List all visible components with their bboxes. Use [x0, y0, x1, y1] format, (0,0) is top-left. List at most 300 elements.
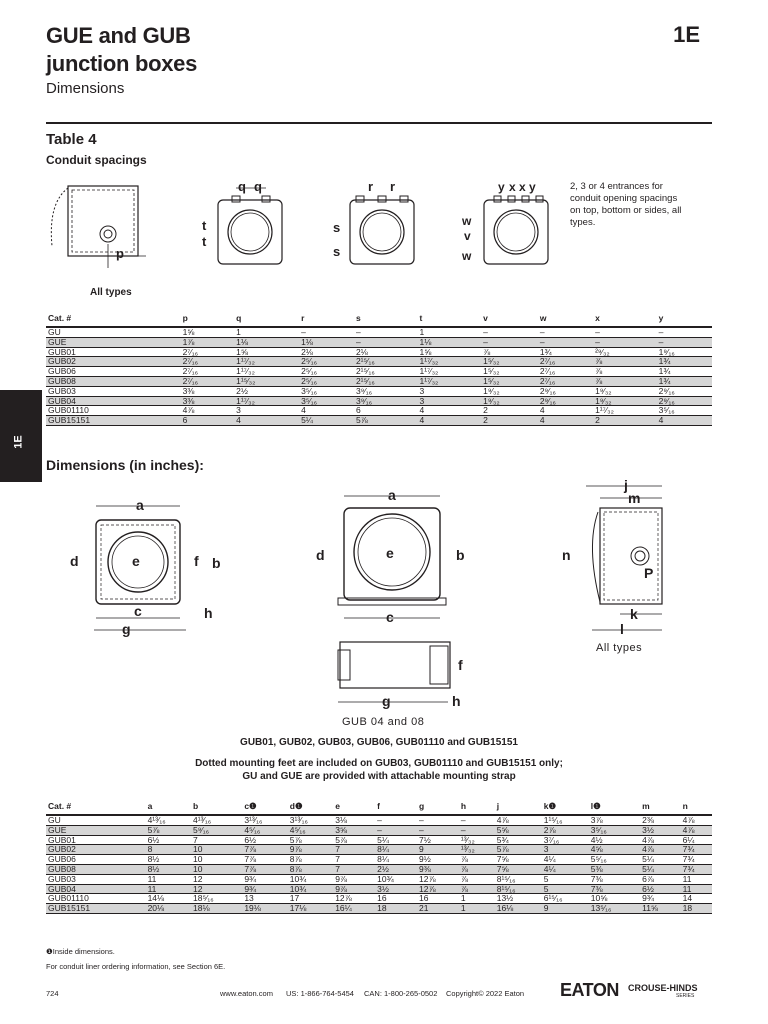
column-header: v: [481, 310, 538, 327]
table-cell: 5⅞: [146, 825, 191, 835]
table-cell: 18⅛: [191, 904, 242, 914]
footnote-inside-dimensions: [46, 947, 115, 956]
table-row: [46, 386, 712, 396]
table-row: [46, 347, 712, 357]
table-cell: 4⅞: [640, 835, 681, 845]
table-cell: 9: [542, 904, 589, 914]
table-cell: 10¾: [288, 884, 333, 894]
table-cell: –: [593, 327, 657, 337]
table-cell: 2: [481, 406, 538, 416]
header-rule: [46, 122, 712, 124]
table-cell: GUB04: [46, 396, 181, 406]
table-row: [46, 376, 712, 386]
table-cell: ⅞: [459, 864, 495, 874]
dim-label-y-2: y: [529, 180, 536, 194]
table-cell: 2: [481, 416, 538, 426]
table-cell: 3½: [375, 884, 417, 894]
column-header: q: [234, 310, 299, 327]
conduit-spacing-xy-figure: [458, 178, 558, 278]
dim-label-t-1: t: [202, 218, 207, 233]
table-cell: ⅞: [481, 347, 538, 357]
table-cell: –: [299, 327, 354, 337]
table-cell: 3⅜: [181, 396, 235, 406]
table-cell: 8¹⁵⁄₁₆: [495, 884, 542, 894]
side-view-figure: [556, 476, 686, 646]
table-cell: 6: [354, 406, 418, 416]
footer-website[interactable]: www.eaton.com: [220, 989, 273, 998]
eaton-logo: [560, 980, 700, 1002]
column-header: f: [375, 798, 417, 815]
table-cell: 10: [191, 845, 242, 855]
section-side-tab: [0, 390, 42, 482]
column-header: x: [593, 310, 657, 327]
table-cell: –: [657, 337, 712, 347]
table-cell: 3⅞: [589, 815, 640, 825]
table-cell: 2⁷⁄₁₆: [181, 376, 235, 386]
table-cell: 16¼: [333, 904, 375, 914]
table-cell: 4¹³⁄₁₆: [146, 815, 191, 825]
table-cell: GUB15151: [46, 416, 181, 426]
table-cell: 1: [459, 894, 495, 904]
table-cell: 1¹⁵⁄₁₆: [542, 815, 589, 825]
table-cell: 1¾: [657, 357, 712, 367]
table-cell: 8¹⁵⁄₁₆: [495, 874, 542, 884]
column-header: Cat. #: [46, 310, 181, 327]
table-cell: 2⁹⁄₁₆: [538, 386, 593, 396]
table-cell: 12⅞: [417, 874, 459, 884]
table-cell: 11: [146, 874, 191, 884]
dim-label-h-front: h: [204, 605, 213, 621]
table-cell: GUB08: [46, 864, 146, 874]
table-cell: 18⁵⁄₁₆: [191, 894, 242, 904]
table-cell: 7¾: [681, 864, 712, 874]
table-row: [46, 357, 712, 367]
footnote-marker: ❶: [46, 947, 53, 956]
table-cell: 4⅞: [181, 406, 235, 416]
table-cell: 4: [418, 406, 482, 416]
table-cell: 19⅛: [242, 904, 287, 914]
table-row: [46, 815, 712, 825]
table-cell: 7¾: [681, 855, 712, 865]
table-cell: 7⅞: [242, 855, 287, 865]
table-cell: 3: [542, 845, 589, 855]
column-header: a: [146, 798, 191, 815]
series-label: SERIES: [676, 993, 695, 999]
table4-subtitle: Conduit spacings: [46, 153, 147, 167]
table-cell: ⅞: [459, 884, 495, 894]
table-row: [46, 874, 712, 884]
table-cell: 6¼: [681, 835, 712, 845]
table-cell: 1¹⁷⁄₃₂: [418, 376, 482, 386]
dim-label-b-front: b: [212, 555, 221, 571]
table-cell: 3⁷⁄₁₆: [542, 835, 589, 845]
table-cell: –: [593, 337, 657, 347]
table-cell: 1⁹⁄₃₂: [481, 386, 538, 396]
table-cell: 8¼: [375, 845, 417, 855]
table-cell: 4: [657, 416, 712, 426]
table-cell: 4: [538, 416, 593, 426]
feet-caption-line-2: GU and GUE are provided with attachable mounting strap: [242, 771, 516, 782]
table-cell: GUB01110: [46, 406, 181, 416]
table4-figure-caption: All types: [90, 287, 132, 298]
dim-label-p-side: p: [116, 246, 124, 261]
table-row: [46, 406, 712, 416]
dim-label-q-2: q: [254, 179, 262, 194]
table-cell: 5: [542, 874, 589, 884]
column-header: t: [418, 310, 482, 327]
table-cell: 2⅜: [640, 815, 681, 825]
table-cell: 10¾: [288, 874, 333, 884]
dim-label-b-gub: b: [456, 547, 465, 563]
table-cell: 1¾: [657, 367, 712, 377]
table-cell: 7: [191, 835, 242, 845]
table-cell: GUE: [46, 337, 181, 347]
table-cell: 4⁵⁄₁₆: [242, 825, 287, 835]
table-cell: 11: [146, 884, 191, 894]
footer-us-phone: US: 1-866-764-5454: [286, 989, 354, 998]
dim-label-t-2: t: [202, 234, 207, 249]
table-cell: 3⁵⁄₁₆: [589, 825, 640, 835]
table-cell: ⅞: [459, 874, 495, 884]
table-cell: 5⅞: [333, 835, 375, 845]
table-cell: ¹³⁄₃₂: [459, 835, 495, 845]
table-cell: ⅞: [593, 357, 657, 367]
table-cell: GUB08: [46, 376, 181, 386]
dim-label-q-1: q: [238, 179, 246, 194]
gub0408-front-figure: [310, 488, 480, 628]
table-header-row: [46, 310, 712, 327]
table-cell: 8⅞: [288, 855, 333, 865]
table-cell: 7: [333, 845, 375, 855]
table-cell: 3: [418, 386, 482, 396]
table-cell: ⅞: [593, 376, 657, 386]
gub0408-caption: GUB 04 and 08: [342, 716, 425, 728]
dim-label-k: k: [630, 606, 638, 622]
table-cell: 9⅞: [333, 874, 375, 884]
table-cell: 11⅝: [640, 904, 681, 914]
table-cell: 2⁵⁄₁₆: [299, 357, 354, 367]
table-cell: 1¹⁷⁄₃₂: [418, 357, 482, 367]
table-cell: GU: [46, 815, 146, 825]
all-types-caption: All types: [596, 642, 643, 654]
table-cell: 10: [191, 864, 242, 874]
table-cell: 7⅝: [495, 855, 542, 865]
table-cell: 1⁹⁄₃₂: [593, 396, 657, 406]
models-caption: GUB01, GUB02, GUB03, GUB06, GUB01110 and GUB15151: [240, 737, 518, 748]
table-cell: –: [417, 815, 459, 825]
dim-label-r-2: r: [390, 179, 396, 194]
table-cell: GUE: [46, 825, 146, 835]
table-cell: 1¾: [538, 347, 593, 357]
table-cell: 5⁵⁄₁₆: [589, 855, 640, 865]
table-cell: 9½: [417, 855, 459, 865]
table-cell: 1¹⁷⁄₃₂: [418, 367, 482, 377]
table-cell: 13: [242, 894, 287, 904]
table-cell: 3: [418, 396, 482, 406]
crouse-hinds-wordmark: CROUSE-HINDS: [628, 983, 698, 993]
table-cell: 2⁷⁄₁₆: [538, 357, 593, 367]
table-cell: 20⅛: [146, 904, 191, 914]
table-cell: 2⁷⁄₁₆: [181, 347, 235, 357]
table-cell: 5¼: [375, 835, 417, 845]
dim-label-h-gub: h: [452, 693, 461, 709]
table-cell: 5¼: [640, 864, 681, 874]
table-cell: 7⅞: [242, 845, 287, 855]
table-cell: 11: [681, 884, 712, 894]
table-cell: 1: [459, 904, 495, 914]
dim-label-l: l: [620, 621, 624, 637]
table-cell: ¹³⁄₃₂: [459, 845, 495, 855]
table-cell: 12⅞: [333, 894, 375, 904]
title-line-2: junction boxes: [46, 51, 198, 76]
table-cell: 1¾: [657, 376, 712, 386]
dim-label-g-front: g: [122, 621, 131, 637]
table-cell: 2½: [375, 864, 417, 874]
table-cell: 3: [234, 406, 299, 416]
dim-label-d-gub: d: [316, 547, 325, 563]
table-cell: 18: [375, 904, 417, 914]
table-cell: 16: [417, 894, 459, 904]
table-cell: 6½: [242, 835, 287, 845]
dim-label-a-front: a: [136, 497, 144, 513]
table-cell: 4¼: [542, 855, 589, 865]
table-cell: 2⁷⁄₁₆: [181, 367, 235, 377]
table-header-row: [46, 798, 712, 815]
table-cell: 4: [234, 416, 299, 426]
table-cell: 2¹⁵⁄₁₆: [354, 357, 418, 367]
table-cell: 3⁹⁄₁₆: [354, 396, 418, 406]
table-cell: 5⅞: [354, 416, 418, 426]
table-cell: GUB03: [46, 386, 181, 396]
table-cell: 12⅞: [417, 884, 459, 894]
table-cell: 1⁵⁄₃₂: [481, 357, 538, 367]
table-cell: 1⁹⁄₁₆: [657, 347, 712, 357]
table-cell: 4⁵⁄₁₆: [288, 825, 333, 835]
table-cell: 7: [333, 855, 375, 865]
table-cell: 2⁷⁄₁₆: [181, 357, 235, 367]
table-cell: GU: [46, 327, 181, 337]
table-cell: 8⅞: [288, 864, 333, 874]
column-header: j: [495, 798, 542, 815]
table-cell: 4¼: [542, 864, 589, 874]
table-cell: 1⅛: [418, 337, 482, 347]
table-cell: 9⅞: [288, 845, 333, 855]
table-cell: GUB06: [46, 855, 146, 865]
table-row: [46, 416, 712, 426]
table-cell: 14: [681, 894, 712, 904]
table-cell: 5¾: [495, 835, 542, 845]
dim-label-f-gub: f: [458, 657, 463, 673]
gub0408-bottom-figure: [330, 636, 470, 716]
side-tab-label: 1E: [12, 435, 25, 449]
table-cell: 5⅝: [495, 825, 542, 835]
table-cell: 13⁵⁄₁₆: [589, 904, 640, 914]
table-cell: 2¹⁵⁄₁₆: [354, 367, 418, 377]
table-cell: 6⅞: [640, 874, 681, 884]
table-cell: 16: [375, 894, 417, 904]
dim-label-x-1: x: [509, 180, 516, 194]
table4-title: Table 4: [46, 131, 97, 148]
dim-label-s-2: s: [333, 244, 341, 259]
table-cell: 9¾: [242, 874, 287, 884]
table-row: [46, 904, 712, 914]
eaton-wordmark: EATON: [560, 980, 619, 1000]
dim-label-g-gub: g: [382, 693, 391, 709]
table-cell: 7: [333, 864, 375, 874]
table-cell: 1⅝: [418, 347, 482, 357]
table-cell: 6½: [146, 835, 191, 845]
table-cell: 17: [288, 894, 333, 904]
table-cell: 2⁹⁄₁₆: [538, 396, 593, 406]
table-cell: 2: [593, 416, 657, 426]
dim-label-j: j: [624, 477, 628, 493]
column-header: h: [459, 798, 495, 815]
table-cell: 7⅜: [589, 884, 640, 894]
table-cell: GUB04: [46, 884, 146, 894]
conduit-spacings-table: [46, 310, 712, 426]
dim-label-e-front: e: [132, 553, 140, 569]
table-row: [46, 367, 712, 377]
table-cell: 7¾: [681, 845, 712, 855]
table-cell: 9¾: [640, 894, 681, 904]
dim-label-w-2: w: [462, 249, 472, 263]
table-cell: 5⅞: [495, 845, 542, 855]
table-cell: 2⁷⁄₁₆: [538, 367, 593, 377]
table-cell: 1¹⁵⁄₃₂: [234, 376, 299, 386]
table-cell: GUB03: [46, 874, 146, 884]
table-cell: 3⅝: [333, 825, 375, 835]
column-header: d❶: [288, 798, 333, 815]
dim-label-a-gub: a: [388, 487, 396, 503]
table-row: [46, 337, 712, 347]
table-cell: 8¼: [375, 855, 417, 865]
table-cell: 3⅜: [181, 386, 235, 396]
dim-label-p: P: [644, 565, 654, 581]
section-code: 1E: [673, 22, 700, 47]
table-cell: 1⁹⁄₃₂: [593, 386, 657, 396]
table-cell: 3¹³⁄₁₆: [242, 815, 287, 825]
entrances-note: 2, 3 or 4 entrances for conduit opening spacings on top, bottom or sides, all types.: [570, 181, 682, 228]
table-cell: 2⅛: [299, 347, 354, 357]
table-cell: GUB15151: [46, 904, 146, 914]
table-cell: –: [538, 337, 593, 347]
dim-label-f-front: f: [194, 553, 199, 569]
table-cell: 4⅞: [681, 825, 712, 835]
table-cell: 5: [542, 884, 589, 894]
table-cell: 5¼: [299, 416, 354, 426]
table-cell: 3⅛: [333, 815, 375, 825]
table-cell: 17⅛: [288, 904, 333, 914]
footer-can-phone: CAN: 1-800-265-0502: [364, 989, 438, 998]
table-cell: –: [657, 327, 712, 337]
table-cell: 8½: [146, 864, 191, 874]
table-cell: 2½: [234, 386, 299, 396]
footnote-liner-info: For conduit liner ordering information, see Section 6E.: [46, 962, 226, 971]
dim-label-v-1: v: [464, 229, 471, 243]
table-cell: 2¹⁵⁄₁₆: [354, 376, 418, 386]
table-cell: 7½: [417, 835, 459, 845]
table-cell: 3⁵⁄₁₆: [299, 386, 354, 396]
table-cell: 13½: [495, 894, 542, 904]
table-cell: 9¾: [242, 884, 287, 894]
table-cell: 4: [299, 406, 354, 416]
table-cell: 7⅝: [495, 864, 542, 874]
table-cell: –: [375, 815, 417, 825]
table-cell: 5¼: [640, 855, 681, 865]
table-cell: 4: [418, 416, 482, 426]
column-header: c❶: [242, 798, 287, 815]
table-cell: 2⁵⁄₁₆: [299, 376, 354, 386]
front-view-figure: [66, 496, 236, 646]
dim-label-s-1: s: [333, 220, 341, 235]
table-cell: 14⅛: [146, 894, 191, 904]
table-cell: 7⅜: [589, 874, 640, 884]
dim-label-e-gub: e: [386, 545, 394, 561]
table-cell: 8½: [146, 855, 191, 865]
table-cell: –: [481, 327, 538, 337]
table-cell: 21: [417, 904, 459, 914]
column-header: r: [299, 310, 354, 327]
table-cell: 1⁹⁄₃₂: [481, 396, 538, 406]
table-cell: 1⅝: [181, 327, 235, 337]
conduit-side-view-figure: [46, 178, 156, 288]
table-cell: 11: [681, 874, 712, 884]
title-line-1: GUE and GUB: [46, 23, 191, 48]
table-cell: 8: [146, 845, 191, 855]
table-cell: 1¹⁷⁄₃₂: [234, 367, 299, 377]
feet-caption-line-1: Dotted mounting feet are included on GUB03, GUB01110 and GUB15151 only;: [195, 758, 563, 769]
table-cell: –: [354, 337, 418, 347]
footnote-text: Inside dimensions.: [52, 947, 115, 956]
table-cell: 2⁹⁄₁₆: [657, 396, 712, 406]
column-header: p: [181, 310, 235, 327]
page-title: [46, 22, 197, 78]
table-cell: 2⅞: [542, 825, 589, 835]
table-cell: 7⅞: [242, 864, 287, 874]
table-cell: 4¹³⁄₁₆: [191, 815, 242, 825]
column-header: y: [657, 310, 712, 327]
dim-label-w-1: w: [462, 214, 472, 228]
table-cell: 1¹⁷⁄₃₂: [593, 406, 657, 416]
dim-label-n: n: [562, 547, 571, 563]
table-cell: 9⅞: [333, 884, 375, 894]
column-header: w: [538, 310, 593, 327]
dim-label-m: m: [628, 490, 641, 506]
table-cell: 12: [191, 884, 242, 894]
table-cell: 5⅜: [589, 864, 640, 874]
table-cell: –: [354, 327, 418, 337]
table-cell: 2⁵⁄₁₆: [299, 367, 354, 377]
table-cell: 4½: [589, 835, 640, 845]
table-row: [46, 855, 712, 865]
column-header: e: [333, 798, 375, 815]
table-cell: 1⁵⁄₃₂: [481, 376, 538, 386]
table-cell: 9: [417, 845, 459, 855]
table-cell: ²⁹⁄₃₂: [593, 347, 657, 357]
table-cell: 1: [418, 327, 482, 337]
table-cell: 6½: [640, 884, 681, 894]
table-cell: GUB01110: [46, 894, 146, 904]
table-cell: 1⅝: [234, 347, 299, 357]
dim-label-y-1: y: [498, 180, 505, 194]
table-cell: 10⅝: [589, 894, 640, 904]
conduit-spacing-q-figure: [198, 178, 298, 278]
column-header: m: [640, 798, 681, 815]
column-header: s: [354, 310, 418, 327]
table-cell: 12: [191, 874, 242, 884]
table-cell: 10¾: [375, 874, 417, 884]
table-cell: GUB01: [46, 835, 146, 845]
